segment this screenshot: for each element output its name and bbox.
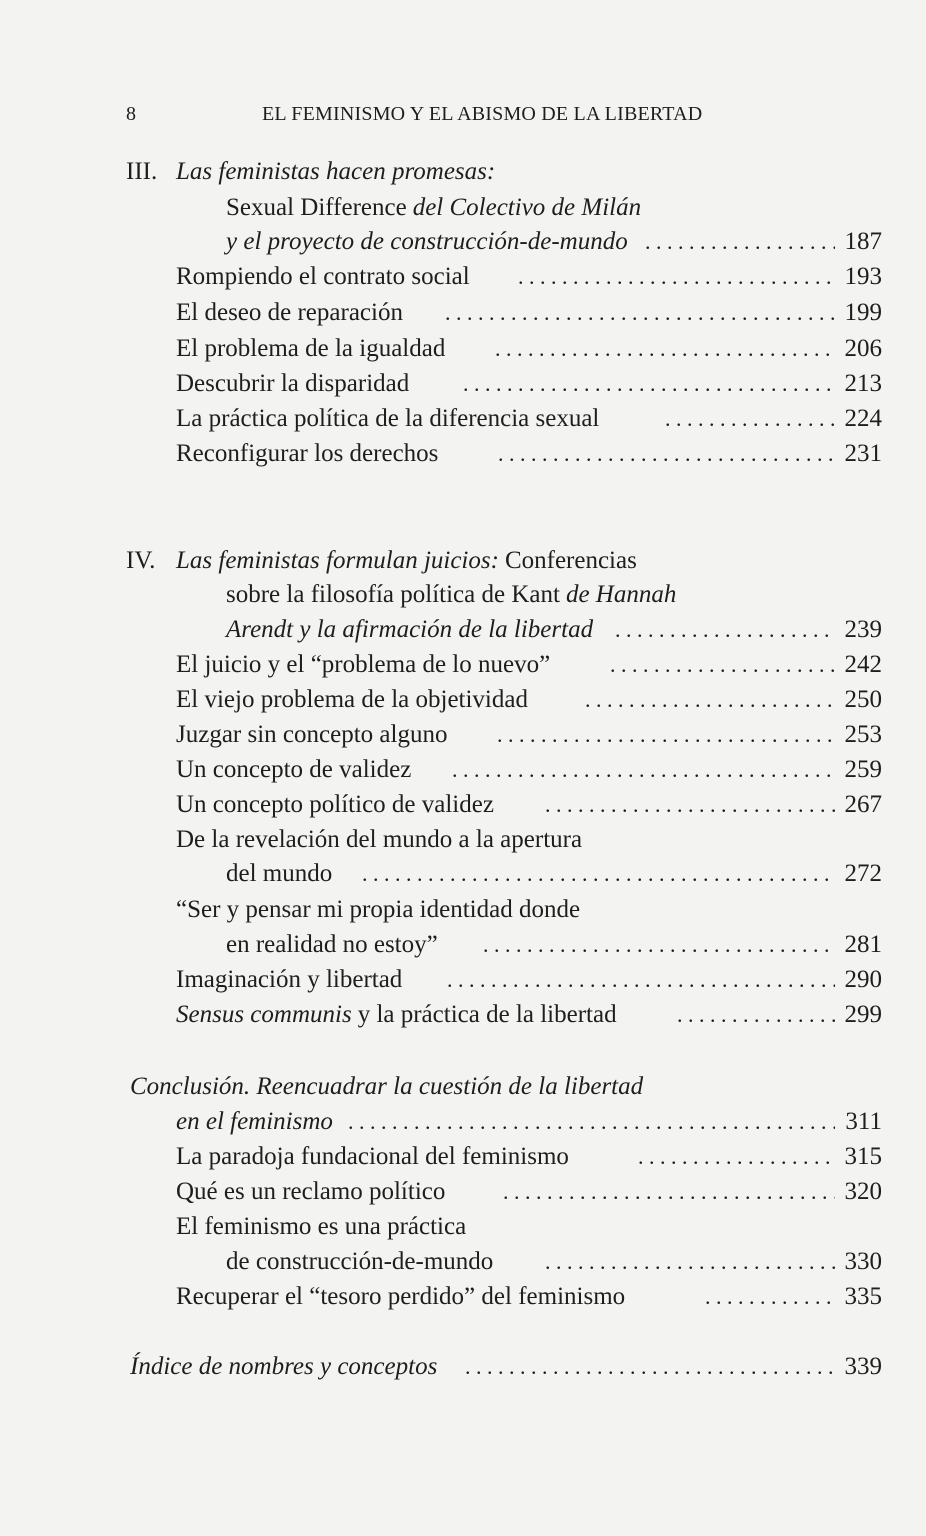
toc-entry-title: y la práctica de la libertad <box>357 1001 617 1028</box>
leader-dots <box>615 613 835 647</box>
toc-entry-page: 290 <box>844 966 882 993</box>
leader-dots <box>465 1350 835 1384</box>
toc-entry <box>0 998 926 1032</box>
toc-entry-page: 259 <box>844 756 882 783</box>
page-number: 8 <box>126 103 137 125</box>
toc-entry-page: 335 <box>844 1283 882 1310</box>
leader-dots <box>665 402 835 436</box>
toc-line <box>0 823 926 857</box>
toc-entry <box>0 1175 926 1209</box>
leader-dots <box>447 963 835 997</box>
toc-entry-title: de construcción-de-mundo <box>226 1248 494 1275</box>
toc-text-italic: de Hannah <box>565 581 677 608</box>
toc-entry <box>0 753 926 787</box>
toc-entry <box>0 613 926 647</box>
toc-entry-page: 199 <box>844 299 882 326</box>
leader-dots <box>503 1175 835 1209</box>
toc-entry-title: “Ser y pensar mi propia identidad donde <box>176 896 581 923</box>
toc-line <box>0 191 926 225</box>
toc-entry-title: Imaginación y libertad <box>176 966 403 993</box>
leader-dots <box>645 225 835 259</box>
toc-entry-page: 315 <box>844 1143 882 1170</box>
toc-line <box>0 1070 926 1104</box>
toc-entry-title: El feminismo es una práctica <box>176 1213 467 1240</box>
toc-entry-title: El viejo problema de la objetividad <box>176 686 528 713</box>
toc-entry-page: 339 <box>844 1353 882 1380</box>
toc-entry-title: y el proyecto de construcción-de-mundo <box>226 228 628 255</box>
toc-entry-title: Arendt y la afirmación de la libertad <box>226 616 594 643</box>
toc-entry <box>0 332 926 366</box>
leader-dots <box>585 683 835 717</box>
toc-entry-page: 281 <box>844 931 882 958</box>
toc-line <box>0 578 926 612</box>
toc-entry <box>0 225 926 259</box>
leader-dots <box>497 718 835 752</box>
toc-entry <box>0 296 926 330</box>
leader-dots <box>518 260 835 294</box>
toc-entry-page: 224 <box>844 405 882 432</box>
toc-entry-title: en realidad no estoy” <box>226 931 438 958</box>
toc-entry <box>0 1245 926 1279</box>
toc-line <box>0 893 926 927</box>
toc-entry-title: La paradoja fundacional del feminismo <box>176 1143 569 1170</box>
toc-entry <box>0 260 926 294</box>
toc-entry-title: Juzgar sin concepto alguno <box>176 721 448 748</box>
toc-entry-page: 311 <box>845 1108 882 1135</box>
toc-entry-page: 253 <box>844 721 882 748</box>
toc-entry-title: Índice de nombres y conceptos <box>130 1353 438 1380</box>
toc-entry-page: 239 <box>844 616 882 643</box>
leader-dots <box>677 998 835 1032</box>
chapter-number: III. <box>126 158 158 185</box>
toc-text-italic: del Colectivo de Milán <box>412 194 642 221</box>
leader-dots <box>610 648 835 682</box>
toc-entry-title: en el feminismo <box>176 1108 333 1135</box>
toc-entry <box>0 718 926 752</box>
leader-dots <box>452 753 835 787</box>
section-title: Conclusión. Reencuadrar la cuestión de la libertad <box>130 1073 644 1100</box>
toc-entry <box>0 402 926 436</box>
leader-dots <box>348 1105 835 1139</box>
chapter-title: Las feministas formulan juicios: <box>176 547 499 574</box>
toc-entry-title: Rompiendo el contrato social <box>176 263 470 290</box>
toc-entry-page: 213 <box>844 370 882 397</box>
toc-entry-title: Reconfigurar los derechos <box>176 440 439 467</box>
toc-entry-page: 206 <box>844 335 882 362</box>
toc-entry-title: El problema de la igualdad <box>176 335 446 362</box>
toc-entry-title: La práctica política de la diferencia sexual <box>176 405 600 432</box>
toc-entry <box>0 683 926 717</box>
toc-line <box>0 155 926 189</box>
toc-entry <box>0 1280 926 1314</box>
toc-entry <box>0 928 926 962</box>
running-header <box>126 103 766 133</box>
toc-entry-page: 267 <box>844 791 882 818</box>
toc-entry-page: 320 <box>844 1178 882 1205</box>
leader-dots <box>445 296 835 330</box>
leader-dots <box>545 1245 835 1279</box>
chapter-title-roman: Conferencias <box>504 547 637 574</box>
toc-entry-title: Descubrir la disparidad <box>176 370 410 397</box>
toc-entry <box>0 648 926 682</box>
leader-dots <box>498 437 835 471</box>
toc-entry-title: del mundo <box>226 860 333 887</box>
toc-entry-title: El deseo de reparación <box>176 299 403 326</box>
leader-dots <box>362 857 835 891</box>
leader-dots <box>483 928 835 962</box>
toc-entry-page: 242 <box>844 651 882 678</box>
toc-entry <box>0 437 926 471</box>
toc-entry-title: Un concepto de validez <box>176 756 412 783</box>
toc-line <box>0 544 926 578</box>
toc-text: Sexual Difference <box>226 194 407 221</box>
toc-entry-title: Qué es un reclamo político <box>176 1178 446 1205</box>
toc-entry-title: Recuperar el “tesoro perdido” del feminismo <box>176 1283 626 1310</box>
toc-entry <box>0 788 926 822</box>
toc-entry <box>0 1105 926 1139</box>
toc-entry-page: 330 <box>844 1248 882 1275</box>
leader-dots <box>638 1140 835 1174</box>
toc-entry-page: 193 <box>844 263 882 290</box>
toc-entry <box>0 367 926 401</box>
chapter-number: IV. <box>126 547 156 574</box>
toc-line <box>0 1210 926 1244</box>
leader-dots <box>495 332 835 366</box>
toc-entry-page: 231 <box>844 440 882 467</box>
toc-entry <box>0 1350 926 1384</box>
leader-dots <box>705 1280 835 1314</box>
toc-entry-title: Un concepto político de validez <box>176 791 494 818</box>
toc-entry-title: El juicio y el “problema de lo nuevo” <box>176 651 551 678</box>
toc-entry <box>0 857 926 891</box>
chapter-title: Las feministas hacen promesas: <box>176 158 496 185</box>
leader-dots <box>545 788 835 822</box>
toc-entry <box>0 1140 926 1174</box>
toc-entry-title-italic: Sensus communis <box>176 1001 352 1028</box>
running-title: EL FEMINISMO Y EL ABISMO DE LA LIBERTAD <box>262 103 703 125</box>
toc-entry-page: 250 <box>844 686 882 713</box>
leader-dots <box>463 367 835 401</box>
toc-text: sobre la filosofía política de Kant <box>226 581 560 608</box>
toc-entry-page: 187 <box>844 228 882 255</box>
toc-entry-page: 272 <box>844 860 882 887</box>
toc-entry <box>0 963 926 997</box>
toc-entry-title: De la revelación del mundo a la apertura <box>176 826 583 853</box>
toc-entry-page: 299 <box>844 1001 882 1028</box>
